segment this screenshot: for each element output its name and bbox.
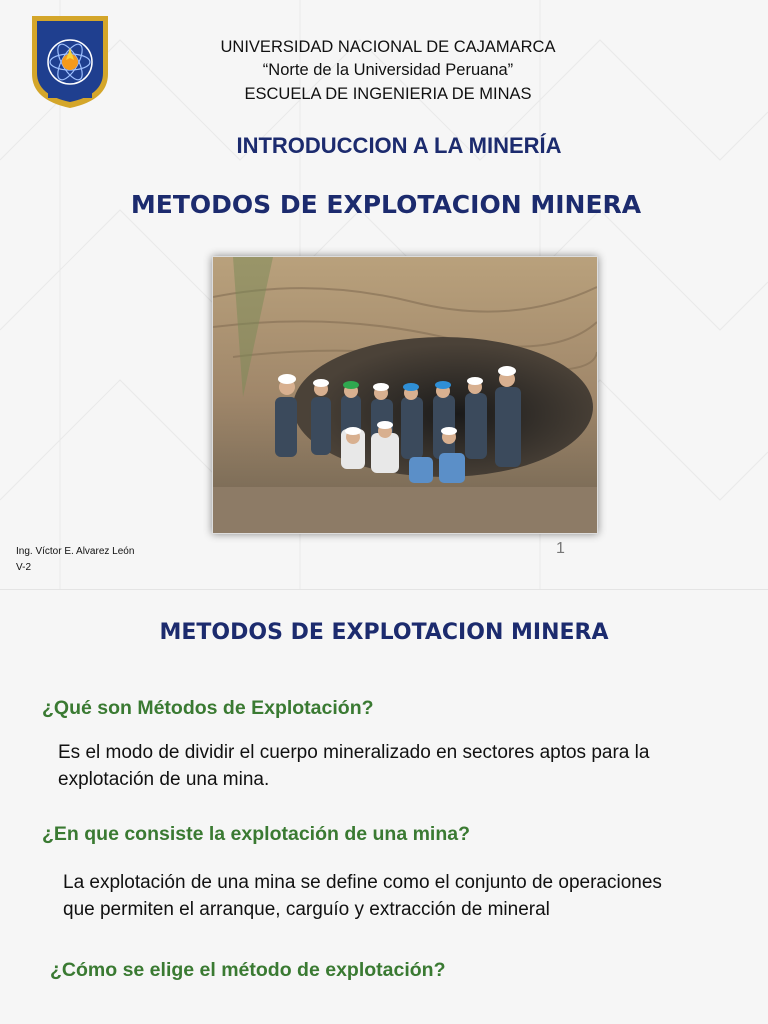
author-info bbox=[16, 544, 134, 576]
author-name: Ing. Víctor E. Alvarez León bbox=[16, 546, 135, 557]
slide-2 bbox=[0, 590, 768, 1024]
question-3: ¿Cómo se elige el método de explotación? bbox=[50, 959, 446, 981]
university-name: UNIVERSIDAD NACIONAL DE CAJAMARCA bbox=[220, 38, 556, 56]
answer-2-line-2: que permiten el arranque, carguío y extracción de mineral bbox=[63, 899, 550, 920]
question-1: ¿Qué son Métodos de Explotación? bbox=[42, 697, 374, 719]
university-motto: “Norte de la Universidad Peruana” bbox=[262, 61, 514, 79]
version-label: V-2 bbox=[16, 562, 32, 573]
slide-2-title: METODOS DE EXPLOTACION MINERA bbox=[159, 620, 609, 645]
school-name: ESCUELA DE INGENIERIA DE MINAS bbox=[244, 85, 532, 103]
slide-title: METODOS DE EXPLOTACION MINERA bbox=[130, 190, 642, 219]
page-number: 1 bbox=[556, 540, 565, 557]
answer-1 bbox=[58, 739, 748, 793]
answer-1-line-1: Es el modo de dividir el cuerpo mineralizado en sectores aptos para la bbox=[58, 742, 650, 763]
mine-group-photo bbox=[212, 256, 598, 534]
question-2: ¿En que consiste la explotación de una mina? bbox=[42, 823, 471, 845]
answer-1-line-2: explotación de una mina. bbox=[58, 769, 270, 790]
answer-2 bbox=[63, 869, 743, 923]
university-logo bbox=[28, 12, 112, 110]
answer-2-line-1: La explotación de una mina se define como el conjunto de operaciones bbox=[63, 872, 662, 893]
course-title: INTRODUCCION A LA MINERÍA bbox=[236, 133, 562, 158]
